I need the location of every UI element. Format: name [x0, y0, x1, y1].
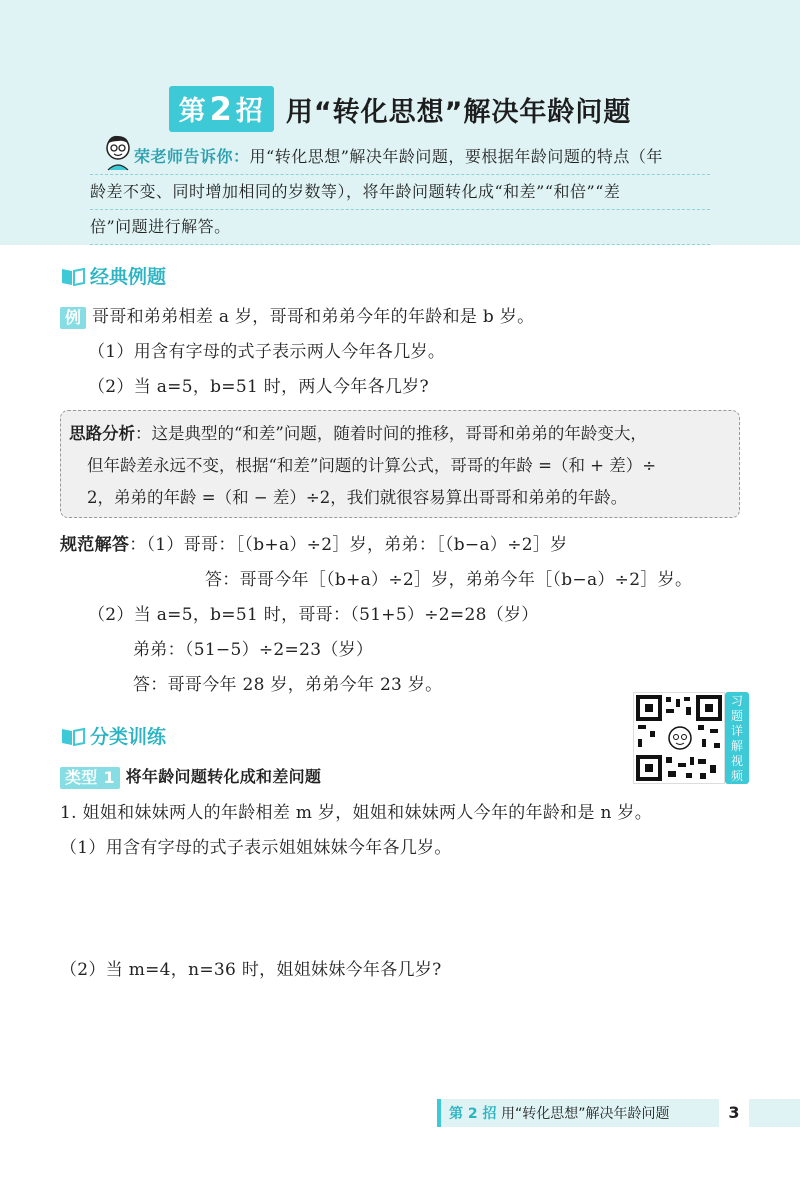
exercise-question-1: （1）用含有字母的式子表示姐姐妹妹今年各几岁。: [60, 838, 452, 858]
solution-line-4: 弟弟：（51−5）÷2=23（岁）: [133, 640, 374, 660]
qr-code-icon: [633, 692, 725, 784]
solution-line-2: 答：哥哥今年［（b+a）÷2］岁，弟弟今年［（b−a）÷2］岁。: [205, 570, 693, 590]
type-tag: 类型 1: [60, 767, 120, 789]
chapter-badge: 第2 招: [169, 86, 274, 132]
solution-line-3: （2）当 a=5，b=51 时，哥哥：（51+5）÷2=28（岁）: [88, 605, 539, 625]
tip-line-3: 倍”问题进行解答。: [90, 210, 710, 245]
example-question-1: （1）用含有字母的式子表示两人今年各几岁。: [88, 342, 446, 362]
page-number: 3: [719, 1099, 749, 1127]
teacher-tip: [90, 140, 710, 245]
tip-line-1: 荣老师告诉你：用“转化思想”解决年龄问题，要根据年龄问题的特点（年: [90, 140, 710, 175]
book-icon: [60, 726, 86, 746]
example-tag: 例: [60, 307, 86, 329]
page-footer: [437, 1099, 800, 1127]
analysis-line-3: 2，弟弟的年龄 =（和 − 差）÷2，我们就很容易算出哥哥和弟弟的年龄。: [87, 488, 628, 507]
exercise-question-2: （2）当 m=4，n=36 时，姐姐妹妹今年各几岁?: [60, 960, 442, 980]
footer-accent-bar: [437, 1099, 441, 1127]
qr-side-label: 习 题 详 解 视 频: [725, 692, 749, 784]
section-heading-training: 分类训练: [60, 722, 166, 749]
tip-lead: 荣老师告诉你：: [134, 147, 250, 166]
page-title: [0, 86, 800, 132]
solution-line-1: 规范解答：（1）哥哥：［（b+a）÷2］岁，弟弟：［（b−a）÷2］岁: [60, 535, 568, 555]
solution-line-5: 答：哥哥今年 28 岁，弟弟今年 23 岁。: [133, 675, 443, 695]
footer-title: 第 2 招 用“转化思想”解决年龄问题: [449, 1106, 670, 1122]
analysis-line-1: 思路分析：这是典型的“和差”问题，随着时间的推移，哥哥和弟弟的年龄变大，: [69, 424, 647, 443]
analysis-line-2: 但年龄差永远不变，根据“和差”问题的计算公式，哥哥的年龄 =（和 + 差）÷: [87, 456, 657, 475]
exercise-stem: 1. 姐姐和妹妹两人的年龄相差 m 岁，姐姐和妹妹两人今年的年龄和是 n 岁。: [60, 803, 653, 823]
example-stem: 例 哥哥和弟弟相差 a 岁，哥哥和弟弟今年的年龄和是 b 岁。: [60, 304, 534, 330]
type-heading: 类型 1 将年龄问题转化成和差问题: [60, 764, 321, 790]
book-icon: [60, 266, 86, 286]
title-text: 用“转化思想”解决年龄问题: [285, 96, 632, 128]
tip-line-2: 龄差不变、同时增加相同的岁数等），将年龄问题转化成“和差”“和倍”“差: [90, 175, 710, 210]
section-heading-examples: 经典例题: [60, 262, 166, 289]
example-question-2: （2）当 a=5，b=51 时，两人今年各几岁?: [88, 377, 429, 397]
analysis-box: [60, 410, 740, 518]
